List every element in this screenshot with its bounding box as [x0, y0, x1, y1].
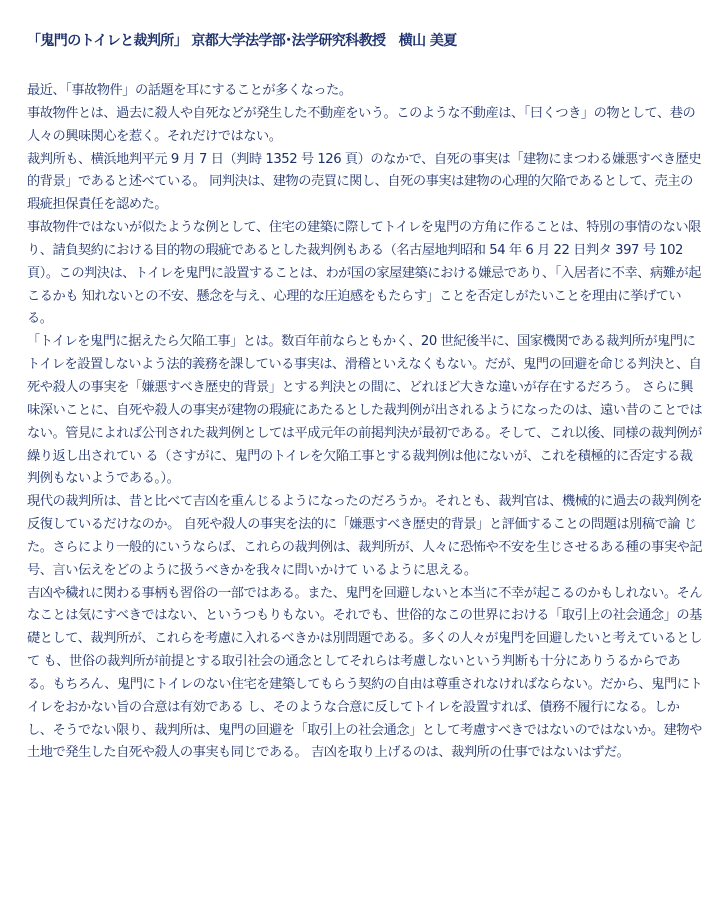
paragraph: 裁判所も、横浜地判平元 9 月 7 日（判時 1352 号 126 頁）のなかで、自死の事実は「建物にまつわる嫌悪すべき歴史的背景」であると述べている。 同判決は、建物の売買に関し、自死の事実は建物の心理的欠陥であるとして、売主の瑕疵担保責任を認めた。	[27, 151, 702, 213]
article-title: 「鬼門のトイレと裁判所」 京都大学法学部･法学研究科教授 横山 美夏	[27, 33, 457, 49]
paragraph: 現代の裁判所は、昔と比べて吉凶を重んじるようになったのだろうか。それとも、裁判官は、機械的に過去の裁判例を反復しているだけなのか。 自死や殺人の事実を法的に「嫌悪すべき歴史的背景」と評価することの問題は別稿で論 じた。さらにより一般的にいうならば、これらの裁判例は、裁判所が、人々に恐怖や不安を生じさせるある種の事実や記号、言い伝えをどのように扱うべきかを我々に問いかけて いるように思える。	[27, 494, 703, 578]
paragraph: 最近、「事故物件」の話題を耳にすることが多くなった。	[27, 83, 352, 98]
paragraph: 事故物件とは、過去に殺人や自死などが発生した不動産をいう。このような不動産は、「曰くつき」の物として、巷の人々の興味関心を惹く。それだけではない。	[27, 105, 696, 144]
paragraph: 吉凶や穢れに関わる事柄も習俗の一部ではある。また、鬼門を回避しないと本当に不幸が起こるのかもしれない。そんなことは気にすべきではない、というつもりもない。それでも、世俗的なこの世界における「取引上の社会通念」の基礎として、裁判所が、これらを考慮に入れるべきかは別問題である。多くの人々が鬼門を回避したいと考えているとして も、世俗の裁判所が前提とする取引社会の通念としてそれらは考慮しないという判断も十分にありうるからである。もちろん、鬼門にトイレのない住宅を建築してもらう契約の自由は尊重されなければならない。だから、鬼門にトイレをおかない旨の合意は有効である し、そのような合意に反してトイレを設置すれば、債務不履行になる。しかし、そうでない限り、裁判所は、鬼門の回避を「取引上の社会通念」として考慮すべきではないのではないか。建物や土地で発生した自死や殺人の事実も同じである。 吉凶を取り上げるのは、裁判所の仕事ではないはずだ。	[27, 585, 703, 761]
article	[27, 30, 703, 765]
article-body	[27, 80, 703, 765]
paragraph: 事故物件ではないが似たような例として、住宅の建築に際してトイレを鬼門の方角に作ることは、特別の事情のない限り、請負契約における目的物の瑕疵であるとした裁判例もある（名古屋地判昭和 54 年 6 月 22 日判タ 397 号 102 頁）。この判決は、トイレを鬼門に設置することは、わが国の家屋建築における嫌忌であり、「入居者に不幸、病難が起こるかも 知れないとの不安、懸念を与え、心理的な圧迫感をもたらす」ことを否定しがたいことを理由に挙げている。	[27, 220, 701, 327]
paragraph: 「トイレを鬼門に据えたら欠陥工事」とは。数百年前ならともかく、20 世紀後半に、国家機関である裁判所が鬼門にトイレを設置しないよう法的義務を課している事実は、滑稽といえなくもない。だが、鬼門の回避を命じる判決と、自死や殺人の事実を「嫌悪すべき歴史的背景」とする判決との間に、どれほど大きな違いが存在するだろう。 さらに興味深いことに、自死や殺人の事実が建物の瑕疵にあたるとした裁判例が出されるようになったのは、遠い昔のことではない。管見によれば公刊された裁判例としては平成元年の前掲判決が最初である。そして、これ以後、同様の裁判例が繰り返し出されてい る（さすがに、鬼門のトイレを欠陥工事とする裁判例は他にないが、これを積極的に否定する裁判例もないようである。）。	[27, 334, 703, 487]
